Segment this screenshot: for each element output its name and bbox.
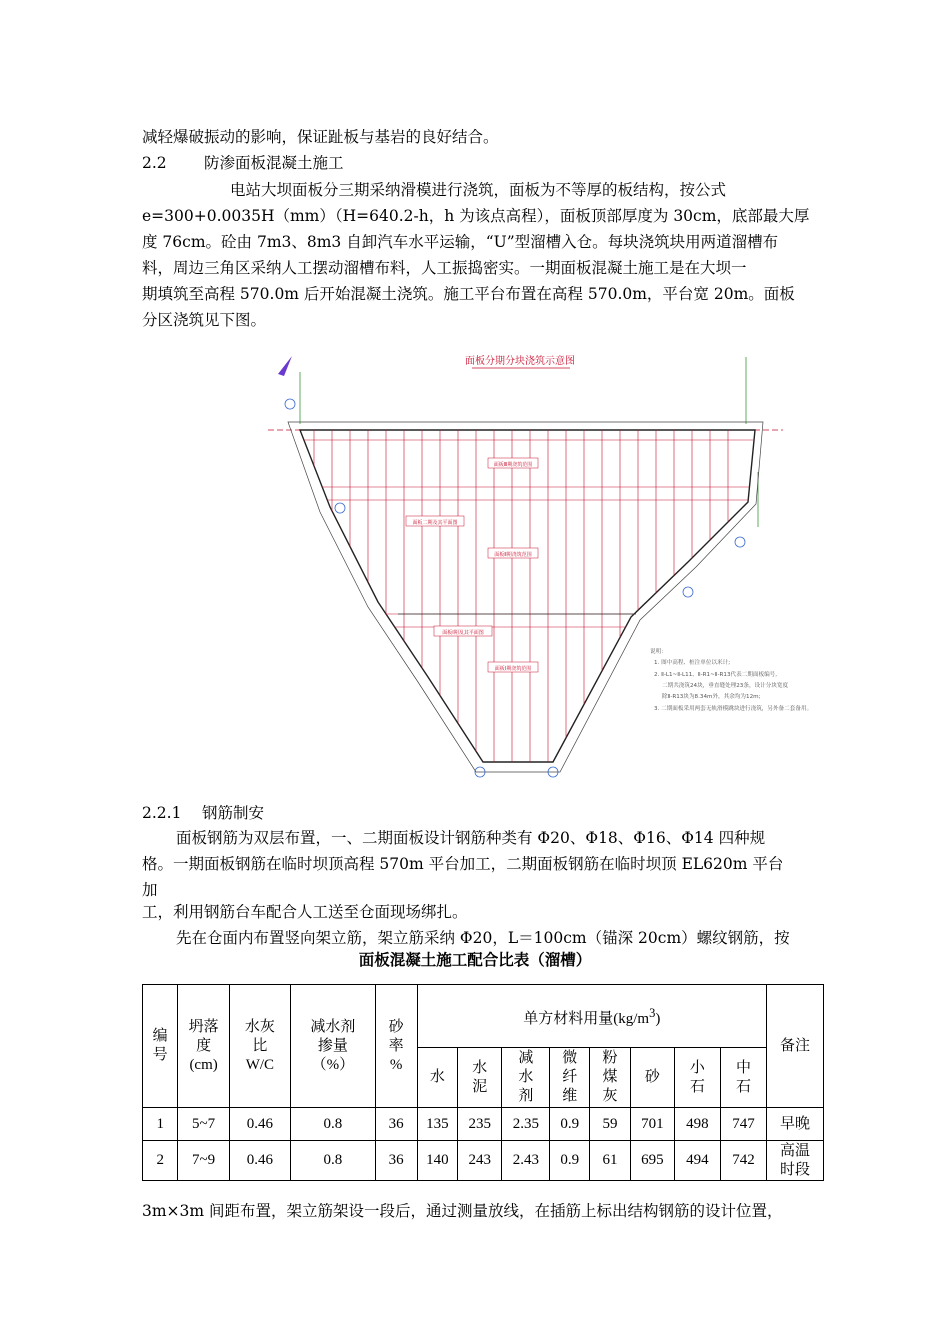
cell-medium-stone: 742 — [720, 1141, 766, 1181]
section-title: 防渗面板混凝土施工 — [204, 154, 344, 172]
cell-fiber: 0.9 — [550, 1108, 590, 1141]
paragraph-line: 格。一期面板钢筋在临时坝顶高程 570m 平台加工，二期面板钢筋在临时坝顶 EL620m 平台 — [142, 855, 784, 873]
cell-reducer: 0.8 — [290, 1108, 375, 1141]
cell-small-stone: 494 — [674, 1141, 720, 1181]
paragraph-line: 度 76cm。砼由 7m3、8m3 自卸汽车水平运输，“U”型溜槽入仓。每块浇筑块用两道溜槽布 — [142, 233, 779, 251]
cell-flyash: 59 — [590, 1108, 631, 1141]
axis-marker-icon — [285, 399, 295, 409]
cell-flyash: 61 — [590, 1141, 631, 1181]
cell-fiber: 0.9 — [550, 1141, 590, 1181]
section-heading-2-2-1 — [142, 800, 822, 826]
axis-marker-icon — [335, 503, 345, 513]
cell-water: 135 — [417, 1108, 458, 1141]
note-line: 二期共浇筑24块，垂直缝处理23条，设计分块宽度 — [662, 683, 789, 689]
slab-block-grid — [278, 430, 768, 762]
note-line: 2. Ⅱ-L1~Ⅱ-L11、Ⅱ-R1~Ⅱ-R13代表二期面板编号, — [654, 672, 778, 678]
cell-remark: 高温时段 — [767, 1141, 824, 1181]
section-heading-2-2 — [142, 150, 822, 176]
zone-label-phase2: 面板Ⅱ期浇筑范围 — [494, 552, 532, 558]
cell-slump: 7~9 — [178, 1141, 229, 1181]
header-wc: 水灰 比 W/C — [229, 985, 290, 1108]
paragraph-line: e=300+0.0035H（mm）（H=640.2-h，h 为该点高程），面板顶部厚度为 30cm，底部最大厚 — [142, 207, 810, 225]
header-cement: 水泥 — [458, 1048, 502, 1108]
paragraph-line: 3m×3m 间距布置，架立筋架设一段后，通过测量放线，在插筋上标出结构钢筋的设计位置， — [142, 1202, 783, 1220]
table-title: 面板混凝土施工配合比表（溜槽） — [358, 950, 592, 969]
note-line: 1. 图中高程、桩注单位以米计; — [654, 660, 731, 666]
header-no: 编号 — [143, 985, 178, 1108]
paragraph-line: 先在仓面内布置竖向架立筋，架立筋采纳 Φ20，L＝100cm（锚深 20cm）螺纹钢筋，按 — [176, 929, 790, 947]
cell-reducer-amt: 2.43 — [502, 1141, 550, 1181]
axis-marker-icon — [735, 537, 745, 547]
note-line: 除Ⅱ-R13块为8.34m外，其余均为12m; — [662, 694, 761, 700]
header-water: 水 — [417, 1048, 458, 1108]
paragraph-line: 电站大坝面板分三期采纳滑模进行浇筑，面板为不等厚的板结构，按公式 — [230, 181, 727, 199]
header-sand: 砂 — [630, 1048, 674, 1108]
cell-no: 1 — [143, 1108, 178, 1141]
cell-cement: 235 — [458, 1108, 502, 1141]
zone-label-phase1: 面板Ⅰ期浇筑范围 — [494, 666, 532, 672]
header-sand-rate: 砂 率 % — [375, 985, 417, 1108]
header-medium-stone: 中石 — [720, 1048, 766, 1108]
zone-label-phase3: 面板Ⅲ期浇筑范围 — [493, 462, 533, 468]
cell-wc: 0.46 — [229, 1141, 290, 1181]
cell-reducer-amt: 2.35 — [502, 1108, 550, 1141]
paragraph-line: 分区浇筑见下图。 — [142, 311, 267, 329]
header-small-stone: 小石 — [674, 1048, 720, 1108]
table-row — [143, 1108, 824, 1141]
mix-proportion-table — [142, 984, 824, 1181]
north-arrow-icon — [278, 356, 292, 376]
header-fiber: 微纤维 — [550, 1048, 590, 1108]
cell-water: 140 — [417, 1141, 458, 1181]
paragraph-line: 料，周边三角区采纳人工摆动溜槽布料，人工振捣密实。一期面板混凝土施工是在大坝一 — [142, 259, 747, 277]
section-number: 2.2 — [142, 154, 167, 172]
paragraph-line: 减轻爆破振动的影响，保证趾板与基岩的良好结合。 — [142, 128, 499, 146]
section-number: 2.2.1 — [142, 804, 182, 822]
cell-wc: 0.46 — [229, 1108, 290, 1141]
cell-sand-rate: 36 — [375, 1108, 417, 1141]
header-unit-material: 单方材料用量$(kg/m^3)$ — [417, 985, 767, 1048]
cell-reducer: 0.8 — [290, 1141, 375, 1181]
cell-no: 2 — [143, 1141, 178, 1181]
header-reducer-amt: 减水剂 — [502, 1048, 550, 1108]
cell-cement: 243 — [458, 1141, 502, 1181]
paragraph-line: 加 — [142, 881, 158, 899]
table-row — [143, 1141, 824, 1181]
header-flyash: 粉煤灰 — [590, 1048, 631, 1108]
cell-sand-rate: 36 — [375, 1141, 417, 1181]
face-slab-zoning-drawing — [258, 352, 840, 780]
zone-label-plan2: 面板二期及其平面图 — [412, 520, 458, 526]
paragraph-line: 面板钢筋为双层布置，一、二期面板设计钢筋种类有 Φ20、Φ18、Φ16、Φ14 四种规 — [176, 829, 766, 847]
cell-remark: 早晚 — [767, 1108, 824, 1141]
cell-sand: 695 — [630, 1141, 674, 1181]
header-slump: 坍落 度 (cm) — [178, 985, 229, 1108]
cell-medium-stone: 747 — [720, 1108, 766, 1141]
cell-slump: 5~7 — [178, 1108, 229, 1141]
note-line: 说明： — [650, 649, 667, 655]
axis-marker-icon — [683, 587, 693, 597]
figure-title: 面板分期分块浇筑示意图 — [465, 356, 575, 367]
paragraph-line: 期填筑至高程 570.0m 后开始混凝土浇筑。施工平台布置在高程 570.0m，平台宽 20m。面板 — [142, 285, 795, 303]
section-title: 钢筋制安 — [202, 804, 265, 822]
zone-label-plan1: 面板Ⅰ期及其平面图 — [442, 630, 484, 636]
cell-sand: 701 — [630, 1108, 674, 1141]
paragraph-line: 工，利用钢筋台车配合人工送至仓面现场绑扎。 — [142, 903, 468, 921]
note-line: 3. 二期面板采用两套无轨滑模跳块进行浇筑，另外备二套备用。 — [654, 706, 813, 712]
header-remark: 备注 — [767, 985, 824, 1108]
drawing-notes — [650, 647, 812, 712]
header-reducer: 减水剂 掺量 （%） — [290, 985, 375, 1108]
cell-small-stone: 498 — [674, 1108, 720, 1141]
